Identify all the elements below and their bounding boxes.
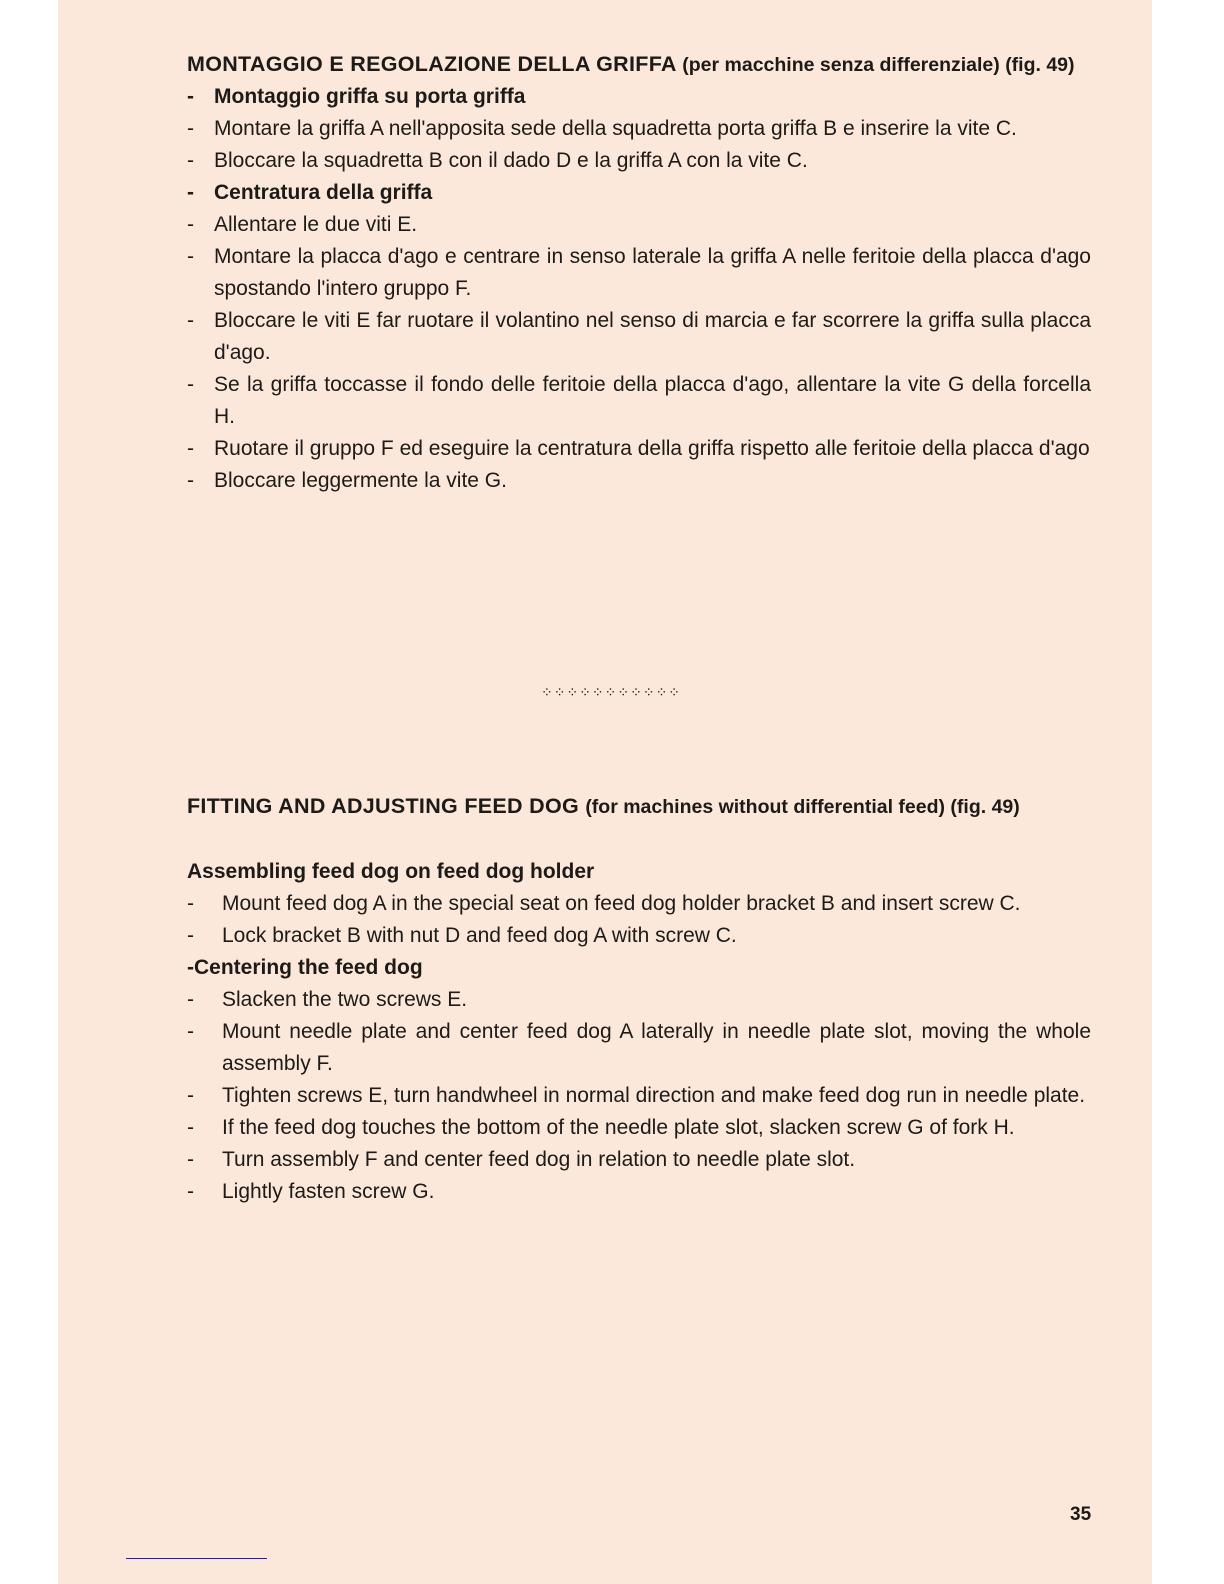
list-item	[187, 305, 1091, 369]
list-item-text: Lightly fasten screw G.	[222, 1180, 435, 1203]
list-item	[187, 1176, 1091, 1208]
list-item-text: Mount needle plate and center feed dog A laterally in needle plate slot, moving the whole assembly F.	[222, 1020, 1091, 1075]
list-item-text: Lock bracket B with nut D and feed dog A with screw C.	[222, 924, 737, 947]
bullet-dash: -	[187, 213, 194, 236]
bullet-dash: -	[187, 469, 194, 492]
bullet-dash: -	[187, 924, 194, 947]
italian-list	[187, 81, 1091, 497]
english-title-main: FITTING AND ADJUSTING FEED DOG	[187, 794, 580, 818]
bullet-dash: -	[187, 892, 194, 915]
list-item	[187, 1112, 1091, 1144]
bullet-dash: -	[187, 309, 194, 332]
bullet-dash: -	[187, 245, 194, 268]
bullet-dash: -	[187, 1020, 194, 1043]
bullet-dash: -	[187, 1148, 194, 1171]
bullet-dash: -	[187, 149, 194, 172]
list-item	[187, 145, 1091, 177]
list-item-text: Bloccare la squadretta B con il dado D e la griffa A con la vite C.	[214, 149, 808, 172]
list-item-text: Bloccare le viti E far ruotare il volantino nel senso di marcia e far scorrere la griffa sulla placca d'ago.	[214, 309, 1091, 364]
english-section	[187, 790, 1091, 1208]
list-item	[187, 369, 1091, 433]
list-item	[187, 113, 1091, 145]
bullet-dash: -	[187, 1180, 194, 1203]
list-item-text: Bloccare leggermente la vite G.	[214, 469, 507, 492]
bullet-dash: -	[187, 1084, 194, 1107]
subheading-assembling: Assembling feed dog on feed dog holder	[187, 860, 595, 883]
bullet-dash: -	[187, 373, 194, 396]
italian-section	[187, 48, 1091, 497]
page-number: 35	[1070, 1504, 1092, 1525]
subheading-centering: -Centering the feed dog	[187, 956, 423, 979]
list-item	[187, 920, 1091, 952]
list-item	[187, 433, 1091, 465]
list-item	[187, 888, 1091, 920]
list-item-text: Centratura della griffa	[214, 181, 433, 204]
list-item	[187, 241, 1091, 305]
english-title	[187, 790, 1091, 823]
bullet-dash: -	[187, 117, 194, 140]
bullet-dash: -	[187, 437, 194, 460]
list-item-text: Allentare le due viti E.	[214, 213, 418, 236]
list-item	[187, 1144, 1091, 1176]
list-item-text: Mount feed dog A in the special seat on feed dog holder bracket B and insert screw C.	[222, 892, 1021, 915]
list-item	[187, 177, 1091, 209]
link-underline	[126, 1558, 267, 1559]
bullet-dash: -	[187, 181, 194, 204]
list-item-text: Montare la placca d'ago e centrare in senso laterale la griffa A nelle feritoie della placca d'ago spostando l'intero gruppo F.	[214, 245, 1091, 300]
english-list-2	[187, 984, 1091, 1208]
list-item	[187, 81, 1091, 113]
bullet-dash: -	[187, 85, 194, 108]
list-item-text: Slacken the two screws E.	[222, 988, 468, 1011]
italian-title	[187, 48, 1091, 81]
list-item-text: Turn assembly F and center feed dog in relation to needle plate slot.	[222, 1148, 856, 1171]
list-item	[187, 984, 1091, 1016]
list-item	[187, 1080, 1091, 1112]
italian-title-sub: (per macchine senza differenziale) (fig. 49)	[682, 54, 1075, 76]
list-item	[187, 465, 1091, 497]
bullet-dash: -	[187, 988, 194, 1011]
list-item	[187, 1016, 1091, 1080]
list-item-text: Montare la griffa A nell'apposita sede della squadretta porta griffa B e inserire la vite C.	[214, 117, 1017, 140]
italian-title-main: MONTAGGIO E REGOLAZIONE DELLA GRIFFA	[187, 52, 676, 76]
list-item-text: If the feed dog touches the bottom of the needle plate slot, slacken screw G of fork H.	[222, 1116, 1015, 1139]
english-list-1	[187, 888, 1091, 952]
bullet-dash: -	[187, 1116, 194, 1139]
list-item-text: Se la griffa toccasse il fondo delle feritoie della placca d'ago, allentare la vite G della forcella H.	[214, 373, 1091, 428]
list-item-text: Ruotare il gruppo F ed eseguire la centratura della griffa rispetto alle feritoie della placca d'ago	[214, 437, 1090, 460]
english-title-sub: (for machines without differential feed) (fig. 49)	[585, 796, 1020, 818]
list-item-text: Montaggio griffa su porta griffa	[214, 85, 526, 108]
list-item-text: Tighten screws E, turn handwheel in normal direction and make feed dog run in needle plate.	[222, 1084, 1086, 1107]
ornament-divider: ⁘⁘⁘⁘⁘⁘⁘⁘⁘⁘⁘	[541, 684, 682, 700]
list-item	[187, 209, 1091, 241]
